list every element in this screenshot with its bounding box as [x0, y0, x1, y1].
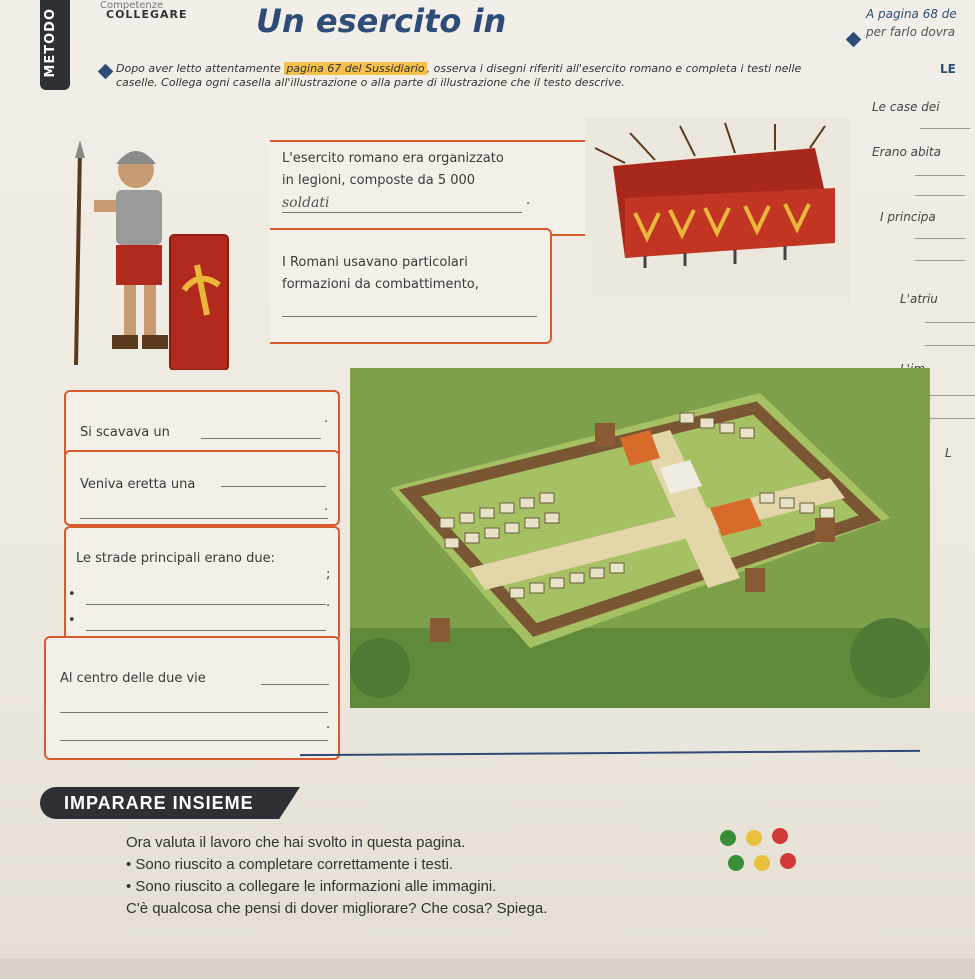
evaluation-block [126, 832, 547, 920]
sad-face-icon[interactable] [772, 828, 788, 844]
answer-line [915, 238, 965, 239]
neutral-face-icon[interactable] [746, 830, 762, 846]
eval-line-3: • Sono riuscito a collegare le informazioni alle immagini. [126, 878, 497, 895]
answer-line [915, 175, 965, 176]
answer-line [915, 260, 965, 261]
answer-field[interactable] [282, 192, 522, 213]
section-divider [300, 750, 920, 756]
text-box-ditch: Si scavava un . [64, 390, 340, 460]
eval-line-1: Ora valuta il lavoro che hai svolto in questa pagina. [126, 834, 466, 851]
right-item-6: L [945, 446, 952, 460]
handwritten-answer: soldati [282, 195, 330, 211]
eval-line-4: C'è qualcosa che pensi di dover migliorare? Che cosa? Spiega. [126, 900, 548, 917]
box-line: in legioni, composte da 5 000 [282, 173, 476, 188]
instruction-text: Dopo aver letto attentamente pagina 67 del Sussidiario , osserva i disegni riferiti all'esercito romano e completa i testi nelle caselle. Collega ogni casella all'illustrazione o alla parte di illustrazione che il testo descrive. [116, 62, 802, 89]
right-heading: LE [940, 62, 956, 76]
text-box-streets: Le strade principali erano due: • ; • . [64, 526, 340, 642]
right-note-line-2: per farlo dovra [866, 25, 956, 39]
side-tab-label: METODO [43, 8, 58, 78]
answer-field[interactable] [80, 518, 328, 519]
answer-line [915, 195, 965, 196]
competenze-label: Competenze [100, 0, 164, 11]
text-box-palisade: Veniva eretta una . [64, 450, 340, 526]
text-box-formations [270, 228, 552, 344]
right-note-line-1: A pagina 68 de [866, 7, 957, 21]
testudo-formation-illustration [585, 118, 850, 303]
answer-field[interactable] [201, 438, 321, 439]
happy-face-icon[interactable] [728, 855, 744, 871]
side-tab [40, 0, 70, 90]
bullet-diamond-icon [846, 32, 862, 48]
roman-camp-illustration [350, 368, 930, 708]
answer-line [930, 395, 975, 396]
highlighted-reference: pagina 67 del Sussidiario [286, 62, 425, 75]
answer-field[interactable] [60, 740, 328, 741]
right-item-3: I principa [880, 210, 936, 224]
answer-field[interactable] [60, 712, 328, 713]
happy-face-icon[interactable] [720, 830, 736, 846]
box-line: formazioni da combattimento, [282, 277, 479, 292]
right-note [866, 5, 957, 41]
box-line: I Romani usavano particolari [282, 255, 468, 270]
answer-field[interactable] [221, 486, 326, 487]
page-title: Un esercito in [256, 2, 507, 40]
box-line: L'esercito romano era organizzato [282, 151, 504, 166]
neutral-face-icon[interactable] [754, 855, 770, 871]
text-box-center: Al centro delle due vie . [44, 636, 340, 760]
answer-field[interactable] [86, 630, 326, 631]
roman-soldier-illustration [72, 140, 232, 370]
right-item-2: Erano abita [872, 145, 941, 159]
bullet-diamond-icon [98, 64, 114, 80]
sad-face-icon[interactable] [780, 853, 796, 869]
section-label: COLLEGARE [106, 8, 188, 21]
eval-line-2: • Sono riuscito a completare correttamente i testi. [126, 856, 454, 873]
answer-field[interactable] [86, 604, 326, 605]
answer-line [925, 322, 975, 323]
right-item-4: L'atriu [900, 292, 938, 306]
answer-line [930, 418, 975, 419]
text-box-legions: L'esercito romano era organizzato in legioni, composte da 5 000 soldati . [270, 140, 592, 236]
page-bottom-edge [0, 958, 975, 979]
imparare-title: IMPARARE INSIEME [64, 793, 254, 813]
answer-field[interactable] [261, 684, 329, 685]
answer-field[interactable] [282, 300, 537, 317]
answer-line [920, 128, 970, 129]
right-item-1: Le case dei [872, 100, 940, 114]
answer-line [925, 345, 975, 346]
